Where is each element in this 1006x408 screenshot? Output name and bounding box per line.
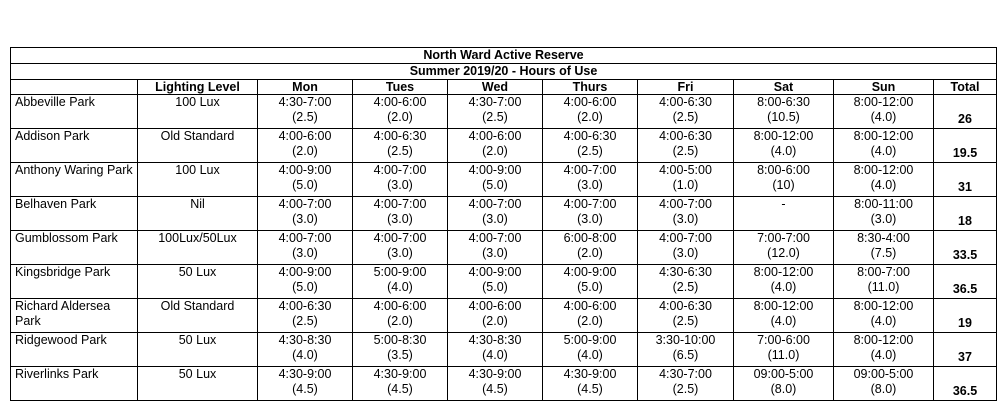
day-cell [353, 367, 448, 401]
total-hours: 19.5 [934, 129, 997, 163]
hours-value: (3.0) [672, 246, 699, 260]
hours-value: (3.5) [387, 348, 413, 362]
time-range: 8:00-7:00 [857, 265, 910, 279]
day-cell [353, 299, 448, 333]
hours-value: (3.0) [387, 178, 413, 192]
hours-value: (4.0) [870, 348, 897, 362]
time-range: 4:30-8:30 [468, 333, 522, 347]
day-cell [448, 367, 543, 401]
time-range: 4:00-6:30 [659, 95, 712, 109]
day-cell [638, 299, 734, 333]
park-name: Kingsbridge Park [11, 265, 138, 299]
table-row [11, 299, 997, 333]
day-cell [258, 265, 353, 299]
time-range: 4:00-7:00 [659, 231, 712, 245]
day-cell [543, 367, 638, 401]
hours-value: (2.0) [577, 110, 603, 124]
hours-value: (3.0) [292, 246, 318, 260]
hours-value: (2.5) [672, 110, 699, 124]
time-range: 4:00-5:00 [659, 163, 712, 177]
time-range: 4:00-7:00 [563, 163, 617, 177]
time-range: 4:30-8:30 [278, 333, 332, 347]
day-cell [448, 163, 543, 197]
header-tues: Tues [353, 80, 448, 95]
day-cell [353, 95, 448, 129]
time-range: 8:00-12:00 [853, 333, 914, 347]
day-cell [448, 333, 543, 367]
hours-value: (4.0) [292, 348, 318, 362]
lighting-level: 50 Lux [138, 367, 258, 401]
hours-value: (1.0) [672, 178, 699, 192]
lighting-level: 100 Lux [138, 95, 258, 129]
hours-value: (3.0) [870, 212, 897, 226]
day-cell [448, 197, 543, 231]
day-cell [258, 129, 353, 163]
header-wed: Wed [448, 80, 543, 95]
hours-value: (5.0) [292, 178, 318, 192]
day-cell [834, 231, 934, 265]
time-range: 8:30-4:00 [857, 231, 910, 245]
park-name: Richard Aldersea Park [11, 299, 138, 333]
hours-value: (4.5) [577, 382, 603, 396]
hours-value: (4.0) [387, 280, 413, 294]
day-cell [448, 265, 543, 299]
total-hours: 33.5 [934, 231, 997, 265]
time-range: 4:00-7:00 [373, 231, 427, 245]
time-range: 4:00-6:00 [563, 95, 617, 109]
time-range: 4:00-6:30 [563, 129, 617, 143]
day-cell [448, 129, 543, 163]
hours-value: (5.0) [577, 280, 603, 294]
hours-value: (10) [772, 178, 795, 192]
day-cell [543, 333, 638, 367]
day-cell [638, 129, 734, 163]
day-cell [834, 95, 934, 129]
hours-value: (2.5) [577, 144, 603, 158]
hours-value: (3.0) [482, 212, 508, 226]
hours-value: (4.0) [870, 144, 897, 158]
time-range: 5:00-9:00 [373, 265, 427, 279]
hours-value: (4.0) [870, 178, 897, 192]
park-name: Abbeville Park [11, 95, 138, 129]
day-cell [353, 197, 448, 231]
day-cell [353, 129, 448, 163]
day-cell [353, 231, 448, 265]
hours-value: (2.0) [387, 110, 413, 124]
header-mon: Mon [258, 80, 353, 95]
day-cell [258, 95, 353, 129]
lighting-level: 50 Lux [138, 265, 258, 299]
time-range: 4:30-9:00 [468, 367, 522, 381]
day-cell [353, 333, 448, 367]
time-range: 4:30-7:00 [278, 95, 332, 109]
hours-value: (2.5) [672, 144, 699, 158]
day-cell [543, 163, 638, 197]
day-cell [834, 367, 934, 401]
day-cell [734, 333, 834, 367]
day-cell [638, 333, 734, 367]
hours-value: (2.5) [672, 314, 699, 328]
time-range: 4:00-9:00 [563, 265, 617, 279]
time-range: 4:00-7:00 [563, 197, 617, 211]
day-cell [258, 163, 353, 197]
park-name: Ridgewood Park [11, 333, 138, 367]
lighting-level: 100 Lux [138, 163, 258, 197]
hours-value: (2.5) [292, 314, 318, 328]
day-cell [543, 265, 638, 299]
time-range: 4:00-7:00 [468, 231, 522, 245]
hours-value: (8.0) [770, 382, 797, 396]
time-range: 7:00-6:00 [757, 333, 810, 347]
hours-value: (7.5) [870, 246, 897, 260]
time-range: 4:00-9:00 [468, 163, 522, 177]
time-range: 4:00-7:00 [278, 197, 332, 211]
hours-value: (2.5) [672, 382, 699, 396]
park-name: Anthony Waring Park [11, 163, 138, 197]
time-range: 3:30-10:00 [655, 333, 716, 347]
day-cell [543, 197, 638, 231]
time-range: 8:00-12:00 [753, 265, 814, 279]
time-range: 7:00-7:00 [757, 231, 810, 245]
time-range: 4:00-9:00 [468, 265, 522, 279]
time-range: 4:00-6:00 [373, 95, 427, 109]
day-cell [448, 299, 543, 333]
hours-value: (2.0) [292, 144, 318, 158]
day-cell [543, 231, 638, 265]
hours-value: (3.0) [292, 212, 318, 226]
day-cell [543, 95, 638, 129]
time-range: 5:00-9:00 [563, 333, 617, 347]
hours-value: (4.0) [770, 144, 797, 158]
time-range: 4:00-7:00 [659, 197, 712, 211]
hours-value: (11.0) [867, 280, 900, 294]
hours-value: (3.0) [672, 212, 699, 226]
time-range: 4:00-9:00 [278, 163, 332, 177]
time-range: 4:30-9:00 [563, 367, 617, 381]
header-total: Total [934, 80, 997, 95]
hours-value: (3.0) [387, 246, 413, 260]
day-cell [638, 95, 734, 129]
hours-value: (12.0) [767, 246, 800, 260]
subtitle-row [11, 64, 997, 80]
time-range: 4:00-6:00 [563, 299, 617, 313]
day-cell [734, 231, 834, 265]
day-cell [834, 197, 934, 231]
table-row [11, 129, 997, 163]
time-range: 6:00-8:00 [563, 231, 617, 245]
hours-value: (5.0) [482, 280, 508, 294]
time-range: 4:00-7:00 [468, 197, 522, 211]
time-range: 09:00-5:00 [753, 367, 814, 381]
time-range: 8:00-6:00 [757, 163, 810, 177]
lighting-level: 50 Lux [138, 333, 258, 367]
time-range: 4:00-6:30 [278, 299, 332, 313]
park-name: Addison Park [11, 129, 138, 163]
day-cell [258, 299, 353, 333]
day-cell [734, 129, 834, 163]
day-cell [834, 265, 934, 299]
hours-value: (2.5) [292, 110, 318, 124]
day-cell [258, 333, 353, 367]
hours-of-use-table [10, 47, 997, 401]
header-park [11, 80, 138, 95]
header-lighting-level: Lighting Level [138, 80, 258, 95]
table-title: North Ward Active Reserve [11, 48, 997, 64]
header-sun: Sun [834, 80, 934, 95]
hours-value: (4.0) [870, 110, 897, 124]
day-cell [543, 299, 638, 333]
header-thurs: Thurs [543, 80, 638, 95]
hours-value: (4.5) [482, 382, 508, 396]
header-sat: Sat [734, 80, 834, 95]
hours-value: (2.5) [387, 144, 413, 158]
total-hours: 19 [934, 299, 997, 333]
table-row [11, 163, 997, 197]
lighting-level: 100Lux/50Lux [138, 231, 258, 265]
day-cell [448, 231, 543, 265]
hours-value: (8.0) [870, 382, 897, 396]
time-range: 4:30-9:00 [373, 367, 427, 381]
day-cell [638, 265, 734, 299]
day-cell [353, 163, 448, 197]
day-cell [834, 163, 934, 197]
table-row [11, 367, 997, 401]
day-cell [734, 95, 834, 129]
total-hours: 26 [934, 95, 997, 129]
header-row [11, 80, 997, 95]
time-range: 8:00-12:00 [753, 129, 814, 143]
time-range: 8:00-12:00 [853, 163, 914, 177]
hours-value: (4.0) [577, 348, 603, 362]
time-range: 4:00-6:30 [659, 129, 712, 143]
table-row [11, 95, 997, 129]
day-cell [638, 197, 734, 231]
hours-value: (3.0) [577, 212, 603, 226]
total-hours: 36.5 [934, 367, 997, 401]
lighting-level: Old Standard [138, 299, 258, 333]
hours-value: (2.0) [482, 314, 508, 328]
hours-value: (11.0) [767, 348, 800, 362]
time-range: - [781, 197, 786, 211]
table-row [11, 197, 997, 231]
time-range: 4:00-6:00 [278, 129, 332, 143]
hours-value: (4.0) [770, 314, 797, 328]
time-range: 4:00-6:30 [373, 129, 427, 143]
time-range: 4:30-6:30 [659, 265, 712, 279]
hours-value: (2.5) [672, 280, 699, 294]
total-hours: 37 [934, 333, 997, 367]
day-cell [734, 163, 834, 197]
time-range: 09:00-5:00 [853, 367, 914, 381]
hours-value: (4.0) [770, 280, 797, 294]
time-range: 8:00-6:30 [757, 95, 810, 109]
total-hours: 18 [934, 197, 997, 231]
hours-value: (3.0) [387, 212, 413, 226]
table-row [11, 265, 997, 299]
day-cell [638, 231, 734, 265]
hours-value: (2.0) [577, 314, 603, 328]
hours-value: (2.0) [482, 144, 508, 158]
day-cell [834, 129, 934, 163]
park-name: Gumblossom Park [11, 231, 138, 265]
day-cell [734, 265, 834, 299]
day-cell [448, 95, 543, 129]
table-row [11, 231, 997, 265]
table-row [11, 333, 997, 367]
day-cell [734, 367, 834, 401]
day-cell [638, 163, 734, 197]
time-range: 8:00-11:00 [854, 197, 913, 211]
hours-value: (10.5) [767, 110, 800, 124]
day-cell [543, 129, 638, 163]
hours-value: (4.0) [482, 348, 508, 362]
header-fri: Fri [638, 80, 734, 95]
time-range: 8:00-12:00 [753, 299, 814, 313]
time-range: 4:00-7:00 [278, 231, 332, 245]
time-range: 4:00-7:00 [373, 163, 427, 177]
day-cell [258, 231, 353, 265]
total-hours: 31 [934, 163, 997, 197]
day-cell [734, 299, 834, 333]
time-range: 8:00-12:00 [853, 299, 914, 313]
time-range: 4:00-6:30 [659, 299, 712, 313]
park-name: Riverlinks Park [11, 367, 138, 401]
time-range: 4:00-9:00 [278, 265, 332, 279]
day-cell [834, 299, 934, 333]
time-range: 8:00-12:00 [853, 95, 914, 109]
hours-value: (3.0) [482, 246, 508, 260]
time-range: 4:00-6:00 [468, 129, 522, 143]
time-range: 4:00-6:00 [373, 299, 427, 313]
day-cell [258, 367, 353, 401]
total-hours: 36.5 [934, 265, 997, 299]
hours-value: (4.5) [387, 382, 413, 396]
day-cell [734, 197, 834, 231]
hours-value: (4.5) [292, 382, 318, 396]
time-range: 5:00-8:30 [373, 333, 427, 347]
hours-value: (2.0) [577, 246, 603, 260]
hours-value: (5.0) [292, 280, 318, 294]
hours-value: (6.5) [672, 348, 699, 362]
time-range: 8:00-12:00 [853, 129, 914, 143]
time-range: 4:30-7:00 [659, 367, 712, 381]
day-cell [353, 265, 448, 299]
day-cell [834, 333, 934, 367]
hours-value: (3.0) [577, 178, 603, 192]
hours-value: (2.0) [387, 314, 413, 328]
lighting-level: Old Standard [138, 129, 258, 163]
time-range: 4:00-6:00 [468, 299, 522, 313]
title-row [11, 48, 997, 64]
time-range: 4:00-7:00 [373, 197, 427, 211]
hours-value: (2.5) [482, 110, 508, 124]
time-range: 4:30-7:00 [468, 95, 522, 109]
lighting-level: Nil [138, 197, 258, 231]
table-subtitle: Summer 2019/20 - Hours of Use [11, 64, 997, 80]
day-cell [638, 367, 734, 401]
park-name: Belhaven Park [11, 197, 138, 231]
day-cell [258, 197, 353, 231]
hours-value: (4.0) [870, 314, 897, 328]
time-range: 4:30-9:00 [278, 367, 332, 381]
hours-value: (5.0) [482, 178, 508, 192]
